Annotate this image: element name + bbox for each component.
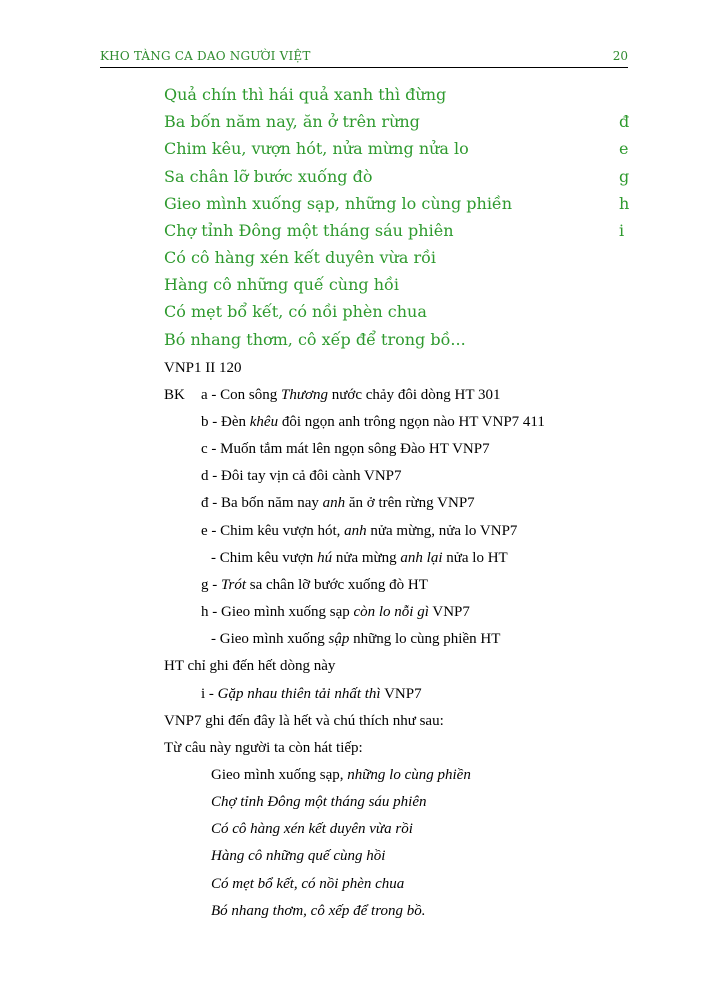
note-a: a - Con sông Thương nước chảy đôi dòng HT 301: [201, 387, 501, 403]
note-dd: đ - Ba bốn năm nay anh ăn ở trên rừng VNP7: [201, 495, 475, 511]
verse-line: Gieo mình xuống sạp, những lo cùng phiền: [164, 194, 513, 213]
variant-marker: e: [619, 139, 629, 158]
header-title: KHO TÀNG CA DAO NGƯỜI VIỆT: [100, 49, 311, 63]
running-header: [100, 47, 628, 68]
verse-line: Hàng cô những quế cùng hồi: [164, 275, 399, 294]
continuation-line: Bó nhang thơm, cô xếp để trong bồ.: [211, 903, 426, 919]
vnp7-note: VNP7 ghi đến đây là hết và chú thích như sau:: [164, 713, 444, 729]
verse-line: Ba bốn năm nay, ăn ở trên rừng: [164, 112, 420, 131]
verse-line: Quả chín thì hái quả xanh thì đừng: [164, 85, 447, 104]
continuation-line: Có cô hàng xén kết duyên vừa rồi: [211, 821, 413, 837]
variant-marker: đ: [619, 112, 630, 131]
verse-line: Có cô hàng xén kết duyên vừa rồi: [164, 248, 437, 267]
variant-marker: g: [619, 167, 630, 186]
verse-line: Chim kêu, vượn hót, nửa mừng nửa lo: [164, 139, 469, 158]
note-d: d - Đôi tay vịn cả đôi cành VNP7: [201, 468, 402, 484]
variant-marker: h: [619, 194, 630, 213]
note-c: c - Muốn tắm mát lên ngọn sông Đào HT VNP7: [201, 441, 490, 457]
continuation-line: Gieo mình xuống sạp, những lo cùng phiền: [211, 767, 471, 783]
note-h: h - Gieo mình xuống sạp còn lo nỗi gì VNP7: [201, 604, 470, 620]
verse-line: Sa chân lỡ bước xuống đò: [164, 167, 373, 186]
note-h-variant: - Gieo mình xuống sập những lo cùng phiền HT: [211, 631, 501, 647]
note-b: b - Đèn khêu đôi ngọn anh trông ngọn nào HT VNP7 411: [201, 414, 545, 430]
bk-label: BK: [164, 387, 185, 403]
note-e: e - Chim kêu vượn hót, anh nửa mừng, nửa lo VNP7: [201, 523, 518, 539]
continuation-line: Hàng cô những quế cùng hồi: [211, 848, 386, 864]
note-i: i - Gặp nhau thiên tải nhất thì VNP7: [201, 686, 422, 702]
source-citation: VNP1 II 120: [164, 360, 242, 376]
continuation-line: Có mẹt bổ kết, có nồi phèn chua: [211, 876, 405, 892]
verse-line: Bó nhang thơm, cô xếp để trong bồ...: [164, 330, 466, 349]
ht-note: HT chỉ ghi đến hết dòng này: [164, 658, 336, 674]
continuation-line: Chợ tỉnh Đông một tháng sáu phiên: [211, 794, 427, 810]
verse-line: Có mẹt bổ kết, có nồi phèn chua: [164, 302, 427, 321]
note-g: g - Trót sa chân lỡ bước xuống đò HT: [201, 577, 428, 593]
note-e-variant: - Chim kêu vượn hú nửa mừng anh lại nửa lo HT: [211, 550, 508, 566]
page-number: 20: [612, 49, 628, 63]
verse-line: Chợ tỉnh Đông một tháng sáu phiên: [164, 221, 454, 240]
variant-marker: i: [619, 221, 625, 240]
continuation-intro: Từ câu này người ta còn hát tiếp:: [164, 740, 363, 756]
